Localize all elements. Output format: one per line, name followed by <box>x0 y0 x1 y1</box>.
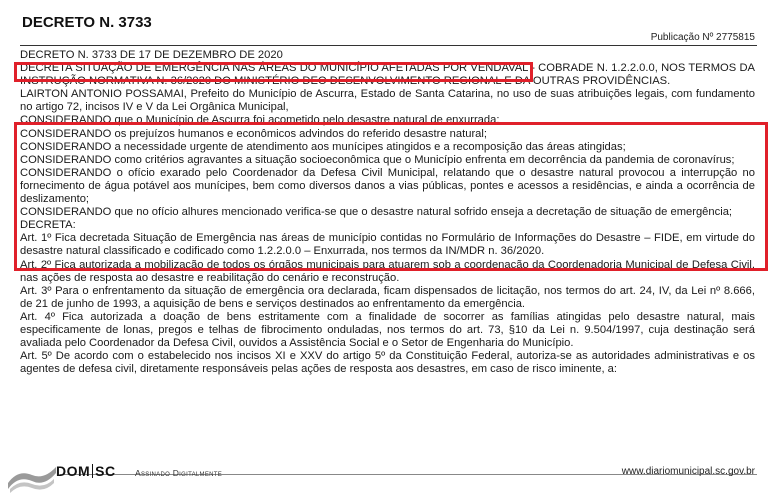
decree-heading: DECRETO N. 3733 DE 17 DE DEZEMBRO DE 2020 <box>20 49 283 61</box>
considerando-5: CONSIDERANDO o ofício exarado pelo Coordenador da Defesa Civil Municipal, relatando que o desastre natural provocou a interrupção no fornecimento de água potável aos munícipes, bem como diversos danos a vias públicas, pontes e acessos a residências, e ainda a ocorrência de deslizamento; <box>20 166 755 206</box>
article-3: Art. 3º Para o enfrentamento da situação de emergência ora declarada, ficam dispensados de licitação, nos termos do art. 24, IV, da Lei nº 8.666, de 21 de junho de 1993, a aquisição de bens e serviços destinados ao enfrentamento da emergência. <box>20 284 755 310</box>
article-1: Art. 1º Fica decretada Situação de Emergência nas áreas de município contidas no Formulário de Informações do Desastre – FIDE, em virtude do desastre natural classificado e codificado como 1.2.2.0.0 – Enxurrada, nos termos da IN/MDR n. 36/2020. <box>20 232 755 258</box>
article-2: Art. 2º Fica autorizada a mobilização de todos os órgãos municipais para atuarem sob a coordenação da Coordenadoria Municipal de Defesa Civil, nas ações de resposta ao desastre e reabilitação do cenário e reconstrução. <box>20 258 755 284</box>
footer-tagline: Assinado Digitalmente <box>135 468 223 478</box>
decree-preamble: LAIRTON ANTONIO POSSAMAI, Prefeito do Município de Ascurra, Estado de Santa Catarina, no uso de suas atribuições legais, com fundamento no artigo 72, incisos IV e V da Lei Orgânica Municipal, <box>20 88 755 114</box>
footer-brand <box>56 463 116 479</box>
decree-ementa: DECRETA SITUAÇÃO DE EMERGÊNCIA NAS ÁREAS DO MUNICÍPIO AFETADAS POR VENDAVAL - COBRADE N. 1.2.2.0.0, NOS TERMOS DA INSTRUÇÃO NORMATIVA N. 36/2020 DO MINISTÉRIO DEO DESENVOLVIMENTO REGIONAL E DA OUTRAS PROVIDÊNCIAS. <box>20 62 755 88</box>
footer-brand-separator <box>92 464 93 478</box>
decree-body <box>20 49 755 376</box>
article-4: Art. 4º Fica autorizada a doação de bens estritamente com a finalidade de socorrer as famílias atingidas pelo desastre natural, mais especificamente de lonas, pregos e telhas de fibrocimento onduladas, nos termos do art. 73, §10 da Lei n. 9.504/1997, cuja destinação será avaliada pelo Coordenador da Defesa Civil, ouvidos a Assistência Social e o Setor de Engenharia do Município. <box>20 310 755 350</box>
considerando-4: CONSIDERANDO como critérios agravantes a situação socioeconômica que o Município enfrenta em decorrência da pandemia de coronavírus; <box>20 153 735 166</box>
decreta-label: DECRETA: <box>20 219 76 232</box>
footer-url: www.diariomunicipal.sc.gov.br <box>621 466 755 477</box>
footer-brand-left: DOM <box>56 463 91 479</box>
dom-sc-logo-icon <box>6 461 58 495</box>
footer-brand-right: SC <box>95 463 116 479</box>
considerando-3: CONSIDERANDO a necessidade urgente de atendimento aos munícipes atingidos e a recomposição das áreas atingidas; <box>20 140 626 153</box>
considerando-6: CONSIDERANDO que no ofício alhures mencionado verifica-se que o desastre natural sofrido enseja a decretação de situação de emergência; <box>20 206 733 219</box>
article-5: Art. 5º De acordo com o estabelecido nos incisos XI e XXV do artigo 5º da Constituição Federal, autoriza-se as autoridades administrativas e os agentes de defesa civil, diretamente responsáveis pelas ações de resposta aos desastres, em caso de risco iminente, a: <box>20 350 755 376</box>
publication-number: Publicação Nº 2775815 <box>650 32 755 43</box>
considerando-1: CONSIDERANDO que o Município de Ascurra foi acometido pelo desastre natural de enxurrada; <box>20 114 500 127</box>
document-title: DECRETO N. 3733 <box>22 14 152 31</box>
considerando-2: CONSIDERANDO os prejuízos humanos e econômicos advindos do referido desastre natural; <box>20 127 487 140</box>
header-divider <box>20 45 757 46</box>
